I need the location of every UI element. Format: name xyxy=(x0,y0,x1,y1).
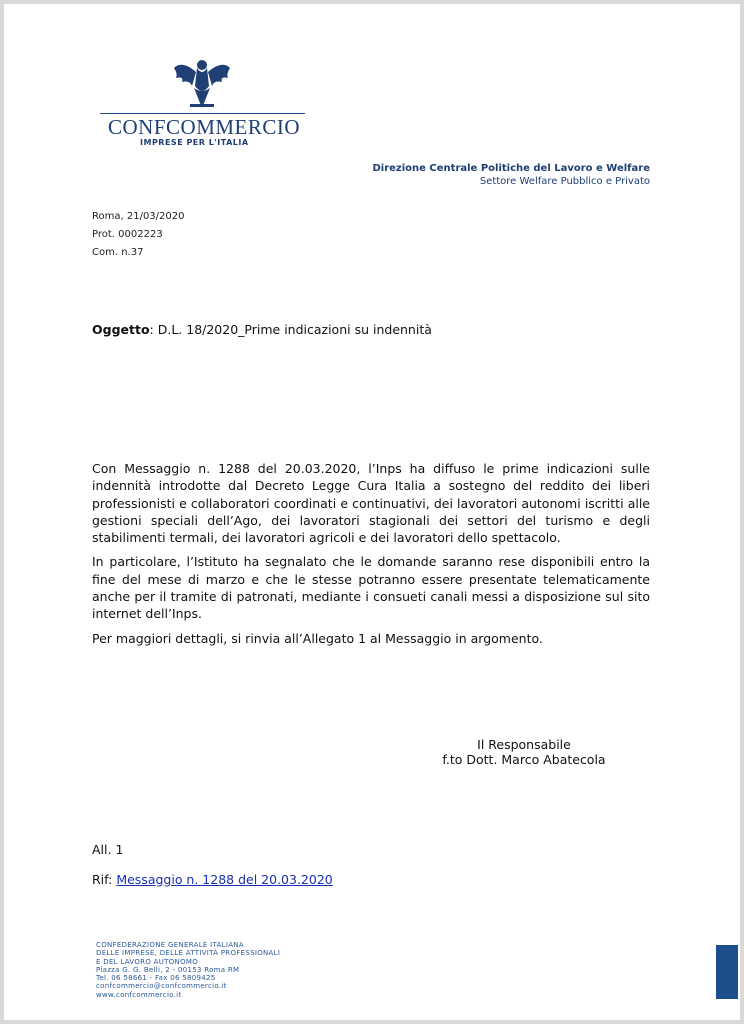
logo-tagline: IMPRESE PER L'ITALIA xyxy=(140,138,249,147)
subject-line xyxy=(92,322,432,337)
body-paragraph-2: In particolare, l’Istituto ha segnalato che le domande saranno rese disponibili entro la fine del mese di marzo e che le stesse potranno essere presentate telematicamente anche per il tramite di patronati, mediante i consueti canali messi a disposizione sul sito internet dell’Inps. xyxy=(92,554,650,622)
footer-line: E DEL LAVORO AUTONOMO xyxy=(96,957,199,966)
protocol-number: Prot. 0002223 xyxy=(92,229,163,240)
letter-meta xyxy=(92,208,184,262)
department-title: Direzione Centrale Politiche del Lavoro e Welfare xyxy=(372,163,650,174)
subject-label: Oggetto xyxy=(92,322,150,337)
footer-line: confcommercio@confcommercio.it xyxy=(96,982,227,991)
eagle-icon xyxy=(172,56,232,112)
footer-line: CONFEDERAZIONE GENERALE ITALIANA xyxy=(96,941,244,949)
document-page xyxy=(4,4,740,1020)
department-subtitle: Settore Welfare Pubblico e Privato xyxy=(479,176,650,187)
signature-name: f.to Dott. Marco Abatecola xyxy=(442,752,606,767)
department-header xyxy=(372,162,650,188)
footer-line: DELLE IMPRESE, DELLE ATTIVITÀ PROFESSIONALI xyxy=(96,949,281,958)
logo-rule xyxy=(100,113,305,114)
body-paragraph-3: Per maggiori dettagli, si rinvia all’Allegato 1 al Messaggio in argomento. xyxy=(92,630,543,646)
subject-text: : D.L. 18/2020_Prime indicazioni su indennità xyxy=(149,322,432,337)
reference-label: Rif: xyxy=(92,872,117,887)
logo-name: CONFCOMMERCIO xyxy=(108,115,301,139)
footer-line: www.confcommercio.it xyxy=(96,990,182,999)
body-paragraph-1: Con Messaggio n. 1288 del 20.03.2020, l’Inps ha diffuso le prime indicazioni sulle indennità introdotte dal Decreto Legge Cura Italia a sostegno del reddito dei liberi professionisti e collaboratori coordinati e continuativi, dei lavoratori autonomi iscritti alle gestioni speciali dell’Ago, dei lavoratori stagionali dei settori del turismo e degli stabilimenti termali, dei lavoratori agricoli e dei lavoratori dello spettacolo. xyxy=(92,461,650,546)
reference-link[interactable]: Messaggio n. 1288 del 20.03.2020 xyxy=(116,872,333,887)
footer-line: Piazza G. G. Belli, 2 - 00153 Roma RM xyxy=(96,965,240,974)
signature-block xyxy=(424,737,624,767)
confcommercio-logo xyxy=(100,56,310,151)
reference-line xyxy=(92,872,333,887)
attachments-note: All. 1 xyxy=(92,842,124,857)
letter-body xyxy=(92,460,650,654)
place-date: Roma, 21/03/2020 xyxy=(92,211,185,222)
footer-line: Tel. 06 58661 - Fax 06 5809425 xyxy=(96,974,216,983)
signature-role: Il Responsabile xyxy=(477,737,571,752)
footer-address xyxy=(96,941,280,999)
side-accent-bar xyxy=(716,945,738,999)
communication-number: Com. n.37 xyxy=(92,247,144,258)
